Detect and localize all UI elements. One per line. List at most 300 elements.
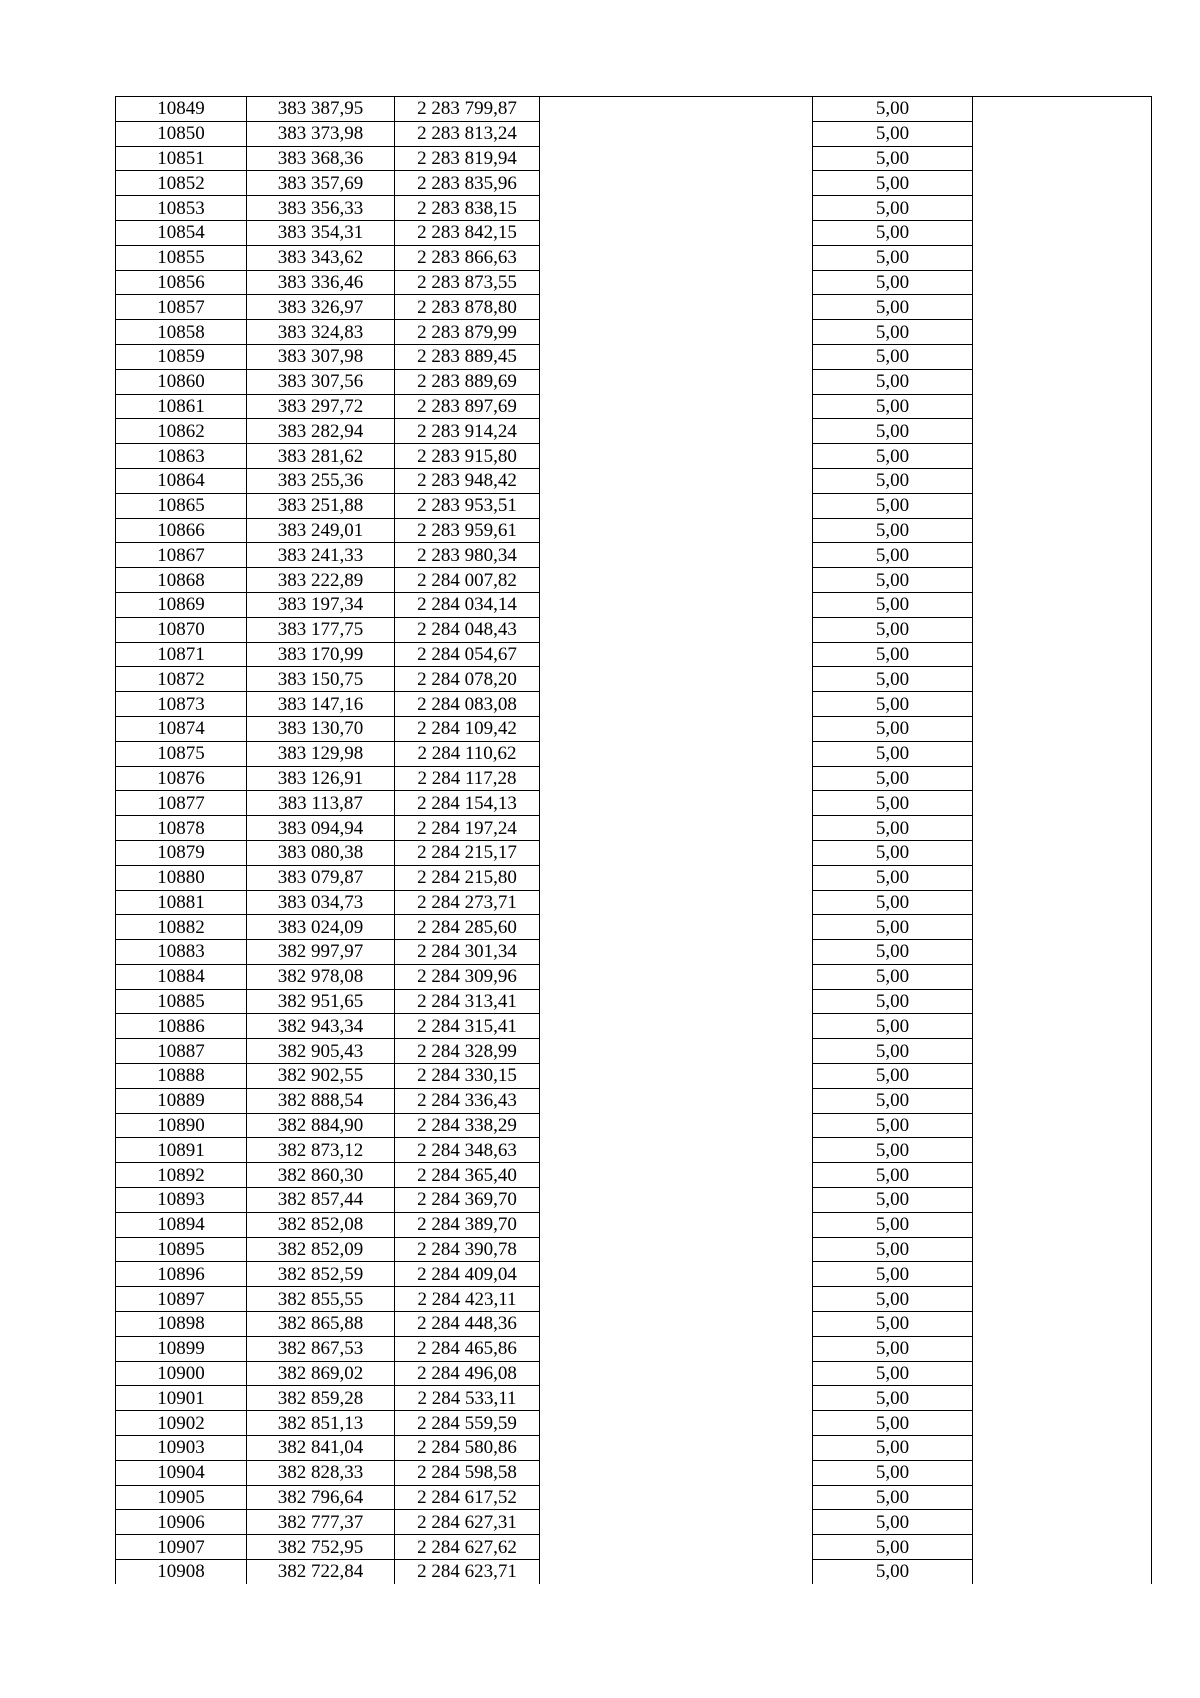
empty-cell xyxy=(540,196,813,221)
y-coordinate-cell: 2 284 285,60 xyxy=(395,915,540,940)
empty-cell xyxy=(540,1436,813,1461)
empty-cell xyxy=(540,915,813,940)
empty-cell xyxy=(540,1460,813,1485)
y-coordinate-cell: 2 283 873,55 xyxy=(395,270,540,295)
empty-cell xyxy=(973,146,1152,171)
x-coordinate-cell: 383 126,91 xyxy=(247,766,395,791)
value-cell: 5,00 xyxy=(813,1535,973,1560)
value-cell: 5,00 xyxy=(813,1560,973,1584)
empty-cell xyxy=(973,716,1152,741)
x-coordinate-cell: 382 905,43 xyxy=(247,1039,395,1064)
point-number-cell: 10860 xyxy=(116,369,247,394)
y-coordinate-cell: 2 284 348,63 xyxy=(395,1138,540,1163)
y-coordinate-cell: 2 284 336,43 xyxy=(395,1088,540,1113)
value-cell: 5,00 xyxy=(813,1212,973,1237)
value-cell: 5,00 xyxy=(813,964,973,989)
value-cell: 5,00 xyxy=(813,344,973,369)
table-row xyxy=(116,1510,1152,1535)
x-coordinate-cell: 383 150,75 xyxy=(247,667,395,692)
value-cell: 5,00 xyxy=(813,692,973,717)
table-row xyxy=(116,592,1152,617)
point-number-cell: 10877 xyxy=(116,791,247,816)
y-coordinate-cell: 2 283 842,15 xyxy=(395,220,540,245)
empty-cell xyxy=(973,1510,1152,1535)
table-row xyxy=(116,1460,1152,1485)
point-number-cell: 10878 xyxy=(116,816,247,841)
x-coordinate-cell: 383 222,89 xyxy=(247,568,395,593)
point-number-cell: 10899 xyxy=(116,1336,247,1361)
value-cell: 5,00 xyxy=(813,1312,973,1337)
table-row xyxy=(116,97,1152,122)
x-coordinate-cell: 382 997,97 xyxy=(247,940,395,965)
point-number-cell: 10872 xyxy=(116,667,247,692)
value-cell: 5,00 xyxy=(813,989,973,1014)
value-cell: 5,00 xyxy=(813,840,973,865)
point-number-cell: 10883 xyxy=(116,940,247,965)
empty-cell xyxy=(973,1336,1152,1361)
empty-cell xyxy=(540,171,813,196)
empty-cell xyxy=(540,245,813,270)
x-coordinate-cell: 383 297,72 xyxy=(247,394,395,419)
x-coordinate-cell: 383 170,99 xyxy=(247,642,395,667)
point-number-cell: 10855 xyxy=(116,245,247,270)
value-cell: 5,00 xyxy=(813,1361,973,1386)
y-coordinate-cell: 2 284 465,86 xyxy=(395,1336,540,1361)
y-coordinate-cell: 2 284 301,34 xyxy=(395,940,540,965)
x-coordinate-cell: 383 336,46 xyxy=(247,270,395,295)
empty-cell xyxy=(540,617,813,642)
table-row xyxy=(116,915,1152,940)
value-cell: 5,00 xyxy=(813,1188,973,1213)
value-cell: 5,00 xyxy=(813,667,973,692)
coordinate-table-body xyxy=(116,97,1152,1584)
empty-cell xyxy=(540,642,813,667)
point-number-cell: 10888 xyxy=(116,1064,247,1089)
y-coordinate-cell: 2 284 330,15 xyxy=(395,1064,540,1089)
x-coordinate-cell: 383 249,01 xyxy=(247,518,395,543)
table-row xyxy=(116,1535,1152,1560)
x-coordinate-cell: 382 902,55 xyxy=(247,1064,395,1089)
x-coordinate-cell: 382 828,33 xyxy=(247,1460,395,1485)
empty-cell xyxy=(973,964,1152,989)
empty-cell xyxy=(540,1262,813,1287)
y-coordinate-cell: 2 283 819,94 xyxy=(395,146,540,171)
y-coordinate-cell: 2 284 215,17 xyxy=(395,840,540,865)
value-cell: 5,00 xyxy=(813,1336,973,1361)
table-row xyxy=(116,295,1152,320)
point-number-cell: 10859 xyxy=(116,344,247,369)
empty-cell xyxy=(973,1088,1152,1113)
value-cell: 5,00 xyxy=(813,1138,973,1163)
point-number-cell: 10907 xyxy=(116,1535,247,1560)
point-number-cell: 10884 xyxy=(116,964,247,989)
empty-cell xyxy=(540,220,813,245)
value-cell: 5,00 xyxy=(813,196,973,221)
y-coordinate-cell: 2 284 389,70 xyxy=(395,1212,540,1237)
empty-cell xyxy=(540,1163,813,1188)
table-row xyxy=(116,1188,1152,1213)
empty-cell xyxy=(540,493,813,518)
value-cell: 5,00 xyxy=(813,766,973,791)
empty-cell xyxy=(973,97,1152,122)
point-number-cell: 10885 xyxy=(116,989,247,1014)
empty-cell xyxy=(973,840,1152,865)
empty-cell xyxy=(540,791,813,816)
table-row xyxy=(116,320,1152,345)
value-cell: 5,00 xyxy=(813,394,973,419)
value-cell: 5,00 xyxy=(813,1039,973,1064)
empty-cell xyxy=(540,121,813,146)
point-number-cell: 10849 xyxy=(116,97,247,122)
y-coordinate-cell: 2 284 448,36 xyxy=(395,1312,540,1337)
empty-cell xyxy=(973,320,1152,345)
value-cell: 5,00 xyxy=(813,171,973,196)
table-row xyxy=(116,1287,1152,1312)
empty-cell xyxy=(973,1237,1152,1262)
y-coordinate-cell: 2 283 866,63 xyxy=(395,245,540,270)
value-cell: 5,00 xyxy=(813,642,973,667)
empty-cell xyxy=(973,915,1152,940)
value-cell: 5,00 xyxy=(813,220,973,245)
point-number-cell: 10851 xyxy=(116,146,247,171)
table-row xyxy=(116,1138,1152,1163)
table-row xyxy=(116,468,1152,493)
empty-cell xyxy=(540,989,813,1014)
coordinate-table xyxy=(115,96,1152,1584)
empty-cell xyxy=(973,1212,1152,1237)
x-coordinate-cell: 382 777,37 xyxy=(247,1510,395,1535)
empty-cell xyxy=(540,741,813,766)
point-number-cell: 10850 xyxy=(116,121,247,146)
table-row xyxy=(116,394,1152,419)
empty-cell xyxy=(973,1039,1152,1064)
empty-cell xyxy=(540,1560,813,1584)
point-number-cell: 10876 xyxy=(116,766,247,791)
empty-cell xyxy=(540,964,813,989)
table-row xyxy=(116,568,1152,593)
x-coordinate-cell: 382 873,12 xyxy=(247,1138,395,1163)
empty-cell xyxy=(540,1287,813,1312)
x-coordinate-cell: 382 884,90 xyxy=(247,1113,395,1138)
table-row xyxy=(116,543,1152,568)
empty-cell xyxy=(540,1485,813,1510)
y-coordinate-cell: 2 283 889,45 xyxy=(395,344,540,369)
value-cell: 5,00 xyxy=(813,1163,973,1188)
empty-cell xyxy=(973,1138,1152,1163)
y-coordinate-cell: 2 284 598,58 xyxy=(395,1460,540,1485)
x-coordinate-cell: 382 888,54 xyxy=(247,1088,395,1113)
x-coordinate-cell: 383 241,33 xyxy=(247,543,395,568)
empty-cell xyxy=(540,816,813,841)
x-coordinate-cell: 383 034,73 xyxy=(247,890,395,915)
y-coordinate-cell: 2 284 309,96 xyxy=(395,964,540,989)
empty-cell xyxy=(540,865,813,890)
empty-cell xyxy=(540,295,813,320)
table-row xyxy=(116,518,1152,543)
empty-cell xyxy=(973,394,1152,419)
y-coordinate-cell: 2 283 878,80 xyxy=(395,295,540,320)
empty-cell xyxy=(540,592,813,617)
point-number-cell: 10853 xyxy=(116,196,247,221)
table-row xyxy=(116,865,1152,890)
point-number-cell: 10866 xyxy=(116,518,247,543)
x-coordinate-cell: 383 255,36 xyxy=(247,468,395,493)
value-cell: 5,00 xyxy=(813,940,973,965)
empty-cell xyxy=(973,1460,1152,1485)
x-coordinate-cell: 382 865,88 xyxy=(247,1312,395,1337)
empty-cell xyxy=(540,270,813,295)
x-coordinate-cell: 382 752,95 xyxy=(247,1535,395,1560)
table-row xyxy=(116,1312,1152,1337)
table-row xyxy=(116,1039,1152,1064)
table-row xyxy=(116,840,1152,865)
y-coordinate-cell: 2 283 799,87 xyxy=(395,97,540,122)
value-cell: 5,00 xyxy=(813,121,973,146)
table-row xyxy=(116,1411,1152,1436)
point-number-cell: 10900 xyxy=(116,1361,247,1386)
table-row xyxy=(116,1064,1152,1089)
value-cell: 5,00 xyxy=(813,716,973,741)
y-coordinate-cell: 2 283 959,61 xyxy=(395,518,540,543)
point-number-cell: 10893 xyxy=(116,1188,247,1213)
y-coordinate-cell: 2 284 007,82 xyxy=(395,568,540,593)
y-coordinate-cell: 2 283 948,42 xyxy=(395,468,540,493)
point-number-cell: 10908 xyxy=(116,1560,247,1584)
table-row xyxy=(116,369,1152,394)
empty-cell xyxy=(973,493,1152,518)
table-row xyxy=(116,766,1152,791)
empty-cell xyxy=(540,890,813,915)
empty-cell xyxy=(540,1237,813,1262)
empty-cell xyxy=(973,1485,1152,1510)
table-row xyxy=(116,493,1152,518)
value-cell: 5,00 xyxy=(813,468,973,493)
table-row xyxy=(116,989,1152,1014)
x-coordinate-cell: 382 852,08 xyxy=(247,1212,395,1237)
point-number-cell: 10894 xyxy=(116,1212,247,1237)
point-number-cell: 10902 xyxy=(116,1411,247,1436)
value-cell: 5,00 xyxy=(813,245,973,270)
x-coordinate-cell: 382 852,09 xyxy=(247,1237,395,1262)
y-coordinate-cell: 2 284 627,31 xyxy=(395,1510,540,1535)
value-cell: 5,00 xyxy=(813,97,973,122)
y-coordinate-cell: 2 284 409,04 xyxy=(395,1262,540,1287)
empty-cell xyxy=(973,865,1152,890)
x-coordinate-cell: 383 354,31 xyxy=(247,220,395,245)
empty-cell xyxy=(540,1312,813,1337)
table-row xyxy=(116,1014,1152,1039)
value-cell: 5,00 xyxy=(813,791,973,816)
empty-cell xyxy=(540,543,813,568)
empty-cell xyxy=(540,1138,813,1163)
empty-cell xyxy=(540,518,813,543)
x-coordinate-cell: 382 867,53 xyxy=(247,1336,395,1361)
x-coordinate-cell: 383 368,36 xyxy=(247,146,395,171)
x-coordinate-cell: 383 326,97 xyxy=(247,295,395,320)
x-coordinate-cell: 383 282,94 xyxy=(247,419,395,444)
point-number-cell: 10892 xyxy=(116,1163,247,1188)
empty-cell xyxy=(540,369,813,394)
y-coordinate-cell: 2 284 034,14 xyxy=(395,592,540,617)
empty-cell xyxy=(540,1411,813,1436)
y-coordinate-cell: 2 284 559,59 xyxy=(395,1411,540,1436)
x-coordinate-cell: 383 251,88 xyxy=(247,493,395,518)
empty-cell xyxy=(973,1312,1152,1337)
x-coordinate-cell: 383 094,94 xyxy=(247,816,395,841)
value-cell: 5,00 xyxy=(813,1113,973,1138)
x-coordinate-cell: 382 859,28 xyxy=(247,1386,395,1411)
empty-cell xyxy=(540,1113,813,1138)
y-coordinate-cell: 2 284 078,20 xyxy=(395,667,540,692)
value-cell: 5,00 xyxy=(813,617,973,642)
value-cell: 5,00 xyxy=(813,1014,973,1039)
empty-cell xyxy=(973,369,1152,394)
table-row xyxy=(116,1386,1152,1411)
x-coordinate-cell: 382 722,84 xyxy=(247,1560,395,1584)
value-cell: 5,00 xyxy=(813,444,973,469)
point-number-cell: 10890 xyxy=(116,1113,247,1138)
point-number-cell: 10875 xyxy=(116,741,247,766)
y-coordinate-cell: 2 284 048,43 xyxy=(395,617,540,642)
point-number-cell: 10880 xyxy=(116,865,247,890)
table-row xyxy=(116,617,1152,642)
x-coordinate-cell: 383 281,62 xyxy=(247,444,395,469)
y-coordinate-cell: 2 284 623,71 xyxy=(395,1560,540,1584)
y-coordinate-cell: 2 284 627,62 xyxy=(395,1535,540,1560)
empty-cell xyxy=(540,692,813,717)
value-cell: 5,00 xyxy=(813,270,973,295)
empty-cell xyxy=(540,1535,813,1560)
point-number-cell: 10873 xyxy=(116,692,247,717)
table-row xyxy=(116,171,1152,196)
table-row xyxy=(116,220,1152,245)
point-number-cell: 10895 xyxy=(116,1237,247,1262)
empty-cell xyxy=(973,741,1152,766)
empty-cell xyxy=(973,1188,1152,1213)
table-row xyxy=(116,667,1152,692)
point-number-cell: 10871 xyxy=(116,642,247,667)
y-coordinate-cell: 2 284 365,40 xyxy=(395,1163,540,1188)
point-number-cell: 10852 xyxy=(116,171,247,196)
point-number-cell: 10868 xyxy=(116,568,247,593)
point-number-cell: 10857 xyxy=(116,295,247,320)
y-coordinate-cell: 2 283 953,51 xyxy=(395,493,540,518)
empty-cell xyxy=(973,1436,1152,1461)
y-coordinate-cell: 2 284 197,24 xyxy=(395,816,540,841)
y-coordinate-cell: 2 284 109,42 xyxy=(395,716,540,741)
empty-cell xyxy=(973,1113,1152,1138)
empty-cell xyxy=(973,543,1152,568)
x-coordinate-cell: 383 356,33 xyxy=(247,196,395,221)
value-cell: 5,00 xyxy=(813,419,973,444)
value-cell: 5,00 xyxy=(813,592,973,617)
table-row xyxy=(116,196,1152,221)
value-cell: 5,00 xyxy=(813,320,973,345)
empty-cell xyxy=(540,394,813,419)
y-coordinate-cell: 2 284 315,41 xyxy=(395,1014,540,1039)
point-number-cell: 10898 xyxy=(116,1312,247,1337)
y-coordinate-cell: 2 283 980,34 xyxy=(395,543,540,568)
empty-cell xyxy=(973,1163,1152,1188)
point-number-cell: 10897 xyxy=(116,1287,247,1312)
point-number-cell: 10870 xyxy=(116,617,247,642)
value-cell: 5,00 xyxy=(813,369,973,394)
x-coordinate-cell: 383 357,69 xyxy=(247,171,395,196)
point-number-cell: 10854 xyxy=(116,220,247,245)
table-row xyxy=(116,121,1152,146)
point-number-cell: 10905 xyxy=(116,1485,247,1510)
point-number-cell: 10891 xyxy=(116,1138,247,1163)
table-row xyxy=(116,245,1152,270)
y-coordinate-cell: 2 284 617,52 xyxy=(395,1485,540,1510)
point-number-cell: 10864 xyxy=(116,468,247,493)
y-coordinate-cell: 2 283 838,15 xyxy=(395,196,540,221)
x-coordinate-cell: 382 796,64 xyxy=(247,1485,395,1510)
point-number-cell: 10862 xyxy=(116,419,247,444)
empty-cell xyxy=(540,568,813,593)
empty-cell xyxy=(973,989,1152,1014)
x-coordinate-cell: 382 943,34 xyxy=(247,1014,395,1039)
empty-cell xyxy=(973,468,1152,493)
value-cell: 5,00 xyxy=(813,295,973,320)
empty-cell xyxy=(973,419,1152,444)
point-number-cell: 10904 xyxy=(116,1460,247,1485)
empty-cell xyxy=(540,419,813,444)
value-cell: 5,00 xyxy=(813,1088,973,1113)
point-number-cell: 10874 xyxy=(116,716,247,741)
value-cell: 5,00 xyxy=(813,1287,973,1312)
y-coordinate-cell: 2 283 835,96 xyxy=(395,171,540,196)
empty-cell xyxy=(973,171,1152,196)
empty-cell xyxy=(540,320,813,345)
empty-cell xyxy=(540,1336,813,1361)
x-coordinate-cell: 383 387,95 xyxy=(247,97,395,122)
point-number-cell: 10886 xyxy=(116,1014,247,1039)
empty-cell xyxy=(540,344,813,369)
y-coordinate-cell: 2 284 496,08 xyxy=(395,1361,540,1386)
value-cell: 5,00 xyxy=(813,1411,973,1436)
empty-cell xyxy=(973,1014,1152,1039)
empty-cell xyxy=(973,1560,1152,1584)
empty-cell xyxy=(973,890,1152,915)
value-cell: 5,00 xyxy=(813,890,973,915)
point-number-cell: 10882 xyxy=(116,915,247,940)
value-cell: 5,00 xyxy=(813,915,973,940)
empty-cell xyxy=(973,196,1152,221)
table-row xyxy=(116,146,1152,171)
empty-cell xyxy=(973,518,1152,543)
point-number-cell: 10865 xyxy=(116,493,247,518)
table-row xyxy=(116,692,1152,717)
table-row xyxy=(116,1361,1152,1386)
x-coordinate-cell: 382 857,44 xyxy=(247,1188,395,1213)
x-coordinate-cell: 382 860,30 xyxy=(247,1163,395,1188)
empty-cell xyxy=(540,1014,813,1039)
y-coordinate-cell: 2 284 338,29 xyxy=(395,1113,540,1138)
y-coordinate-cell: 2 284 215,80 xyxy=(395,865,540,890)
x-coordinate-cell: 383 307,56 xyxy=(247,369,395,394)
value-cell: 5,00 xyxy=(813,1510,973,1535)
value-cell: 5,00 xyxy=(813,493,973,518)
empty-cell xyxy=(973,1064,1152,1089)
value-cell: 5,00 xyxy=(813,568,973,593)
empty-cell xyxy=(540,716,813,741)
table-row xyxy=(116,940,1152,965)
empty-cell xyxy=(973,1262,1152,1287)
x-coordinate-cell: 382 855,55 xyxy=(247,1287,395,1312)
y-coordinate-cell: 2 284 313,41 xyxy=(395,989,540,1014)
empty-cell xyxy=(540,97,813,122)
